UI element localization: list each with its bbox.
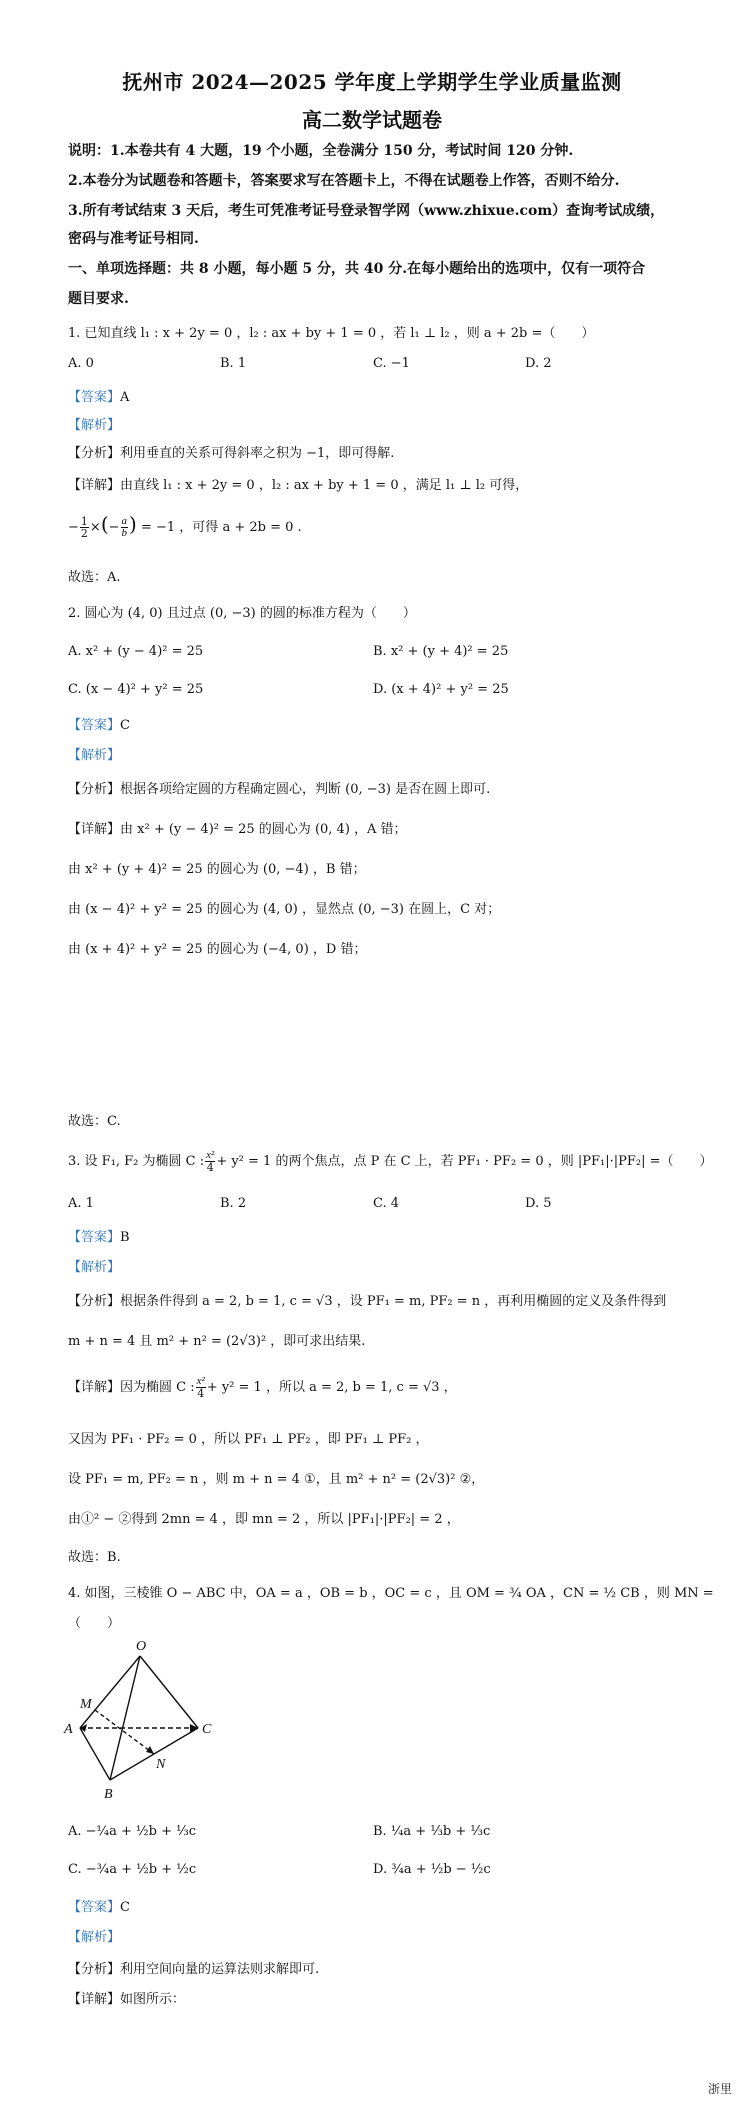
edge-ab [80,1728,110,1780]
q3-choose: 故选：B. [68,1550,121,1565]
q3-stem: 3. 设 F₁, F₂ 为椭圆 C : $\frac{\text{x²}}{4}$ + y² = 1 的两个焦点，点 P 在 C 上，若 PF₁ · PF₂ = 0 ，则 |PF₁|·|PF₂| =（ ） [68,1149,713,1174]
q4-stem: 4. 如图，三棱锥 O − ABC 中，OA = a ，OB = b ，OC = c ，且 OM = ¾ OA ，CN = ½ CB ，则 MN = [68,1586,714,1601]
q2-option-d: D. (x + 4)² + y² = 25 [373,682,509,697]
q2-step-2: 由 x² + (y + 4)² = 25 的圆心为 (0, −4) ，B 错； [68,862,366,877]
q3-jiexi-label: 【解析】 [68,1260,121,1275]
instruction-4: 密码与准考证号相同. [68,231,199,247]
q2-option-c: C. (x − 4)² + y² = 25 [68,682,204,697]
point-label-m: M [80,1697,92,1712]
page-footer: 浙里 [707,2082,732,2096]
q1-xiangjie: 【详解】由直线 l₁ : x + 2y = 0 ，l₂ : ax + by + 1 = 0 ，满足 l₁ ⊥ l₂ 可得， [68,478,529,493]
point-label-b: B [104,1787,113,1802]
q4-jiexi-label: 【解析】 [68,1930,121,1945]
instruction-3: 3.所有考试结束 3 天后，考生可凭准考证号登录智学网（www.zhixue.com）查询考试成绩， [68,203,665,219]
instruction-2: 2.本卷分为试题卷和答题卡，答案要求写在答题卡上，不得在试题卷上作答，否则不给分. [68,173,620,189]
q4-option-d: D. ¾a + ½b − ½c [373,1862,491,1877]
q2-stem: 2. 圆心为 (4, 0) 且过点 (0, −3) 的圆的标准方程为（ ） [68,606,416,621]
q2-step-3: 由 (x − 4)² + y² = 25 的圆心为 (4, 0) ，显然点 (0, −3) 在圆上，C 对； [68,902,501,917]
q2-answer: 【答案】C [68,718,130,733]
q3-option-d: D. 5 [525,1196,552,1211]
q3-option-a: A. 1 [68,1196,94,1211]
q2-choose: 故选：C. [68,1114,121,1129]
exam-subtitle: 高二数学试题卷 [302,108,442,132]
q2-jiexi-label: 【解析】 [68,748,121,763]
section-heading: 一、单项选择题：共 8 小题，每小题 5 分，共 40 分.在每小题给出的选项中，仅有一项符合 [68,261,646,277]
q1-option-c: C. −1 [373,356,410,371]
q3-option-c: C. 4 [373,1196,400,1211]
q1-stem: 1. 已知直线 l₁ : x + 2y = 0 ，l₂ : ax + by + 1 = 0 ，若 l₁ ⊥ l₂ ，则 a + 2b =（ ） [68,326,595,341]
q1-fenxi: 【分析】利用垂直的关系可得斜率之积为 −1，即可得解. [68,446,395,461]
q4-option-c: C. −¾a + ½b + ½c [68,1862,197,1877]
exam-title: 抚州市 2024—2025 学年度上学期学生学业质量监测 [122,70,622,94]
q1-option-b: B. 1 [220,356,247,371]
point-label-n: N [156,1757,166,1772]
q3-fenxi-cont: m + n = 4 且 m² + n² = (2√3)² ，即可求出结果. [68,1334,366,1349]
q4-option-a: A. −¼a + ½b + ⅓c [68,1824,197,1839]
q1-option-a: A. 0 [68,356,94,371]
q1-answer: 【答案】A [68,390,130,405]
instruction-1: 说明：1.本卷共有 4 大题，19 个小题，全卷满分 150 分，考试时间 120 分钟. [68,143,574,159]
q2-fenxi: 【分析】根据各项给定圆的方程确定圆心，判断 (0, −3) 是否在圆上即可. [68,782,491,797]
q1-calc: − $\frac{1}{2}$ ×(− $\frac{a}{b}$ ) = −1 ，可得 a + 2b = 0 . [68,512,302,540]
q3-fenxi: 【分析】根据条件得到 a = 2, b = 1, c = √3 ，设 PF₁ = m, PF₂ = n ，再利用椭圆的定义及条件得到 [68,1294,667,1309]
q3-step-2: 设 PF₁ = m, PF₂ = n ，则 m + n = 4 ①，且 m² + n² = (2√3)² ②， [68,1472,485,1487]
section-heading-cont: 题目要求. [68,291,129,307]
q2-option-a: A. x² + (y − 4)² = 25 [68,644,204,659]
point-label-c: C [202,1722,212,1737]
point-label-a: A [64,1722,73,1737]
q1-jiexi-label: 【解析】 [68,418,121,433]
q1-choose: 故选：A. [68,570,121,585]
q4-fenxi: 【分析】利用空间向量的运算法则求解即可. [68,1962,320,1977]
segment-mn [95,1710,154,1754]
q3-step-3: 由①² − ②得到 2mn = 4 ，即 mn = 2 ，所以 |PF₁|·|PF₂| = 2 ， [68,1512,460,1527]
q1-option-d: D. 2 [525,356,552,371]
q2-step-4: 由 (x + 4)² + y² = 25 的圆心为 (−4, 0) ，D 错； [68,942,367,957]
q3-step-1: 又因为 PF₁ · PF₂ = 0 ，所以 PF₁ ⊥ PF₂ ，即 PF₁ ⊥ PF₂ ， [68,1432,429,1447]
q2-step-1: 【详解】由 x² + (y − 4)² = 25 的圆心为 (0, 4) ，A 错； [68,822,407,837]
q4-xiangjie: 【详解】如图所示： [68,1992,186,2007]
q3-option-b: B. 2 [220,1196,247,1211]
q3-xiangjie: 【详解】因为椭圆 C : $\frac{\text{x²}}{4}$ + y² = 1 ，所以 a = 2, b = 1, c = √3 ， [68,1375,457,1400]
q3-answer: 【答案】B [68,1230,130,1245]
point-label-o: O [136,1639,147,1654]
tetrahedron-figure [60,1636,230,1806]
q4-option-b: B. ¼a + ⅓b + ⅓c [373,1824,491,1839]
q2-option-b: B. x² + (y + 4)² = 25 [373,644,509,659]
edge-oc [140,1656,198,1728]
q4-paren: （ ） [68,1616,121,1631]
q4-answer: 【答案】C [68,1900,130,1915]
arrow-mn [146,1746,154,1754]
